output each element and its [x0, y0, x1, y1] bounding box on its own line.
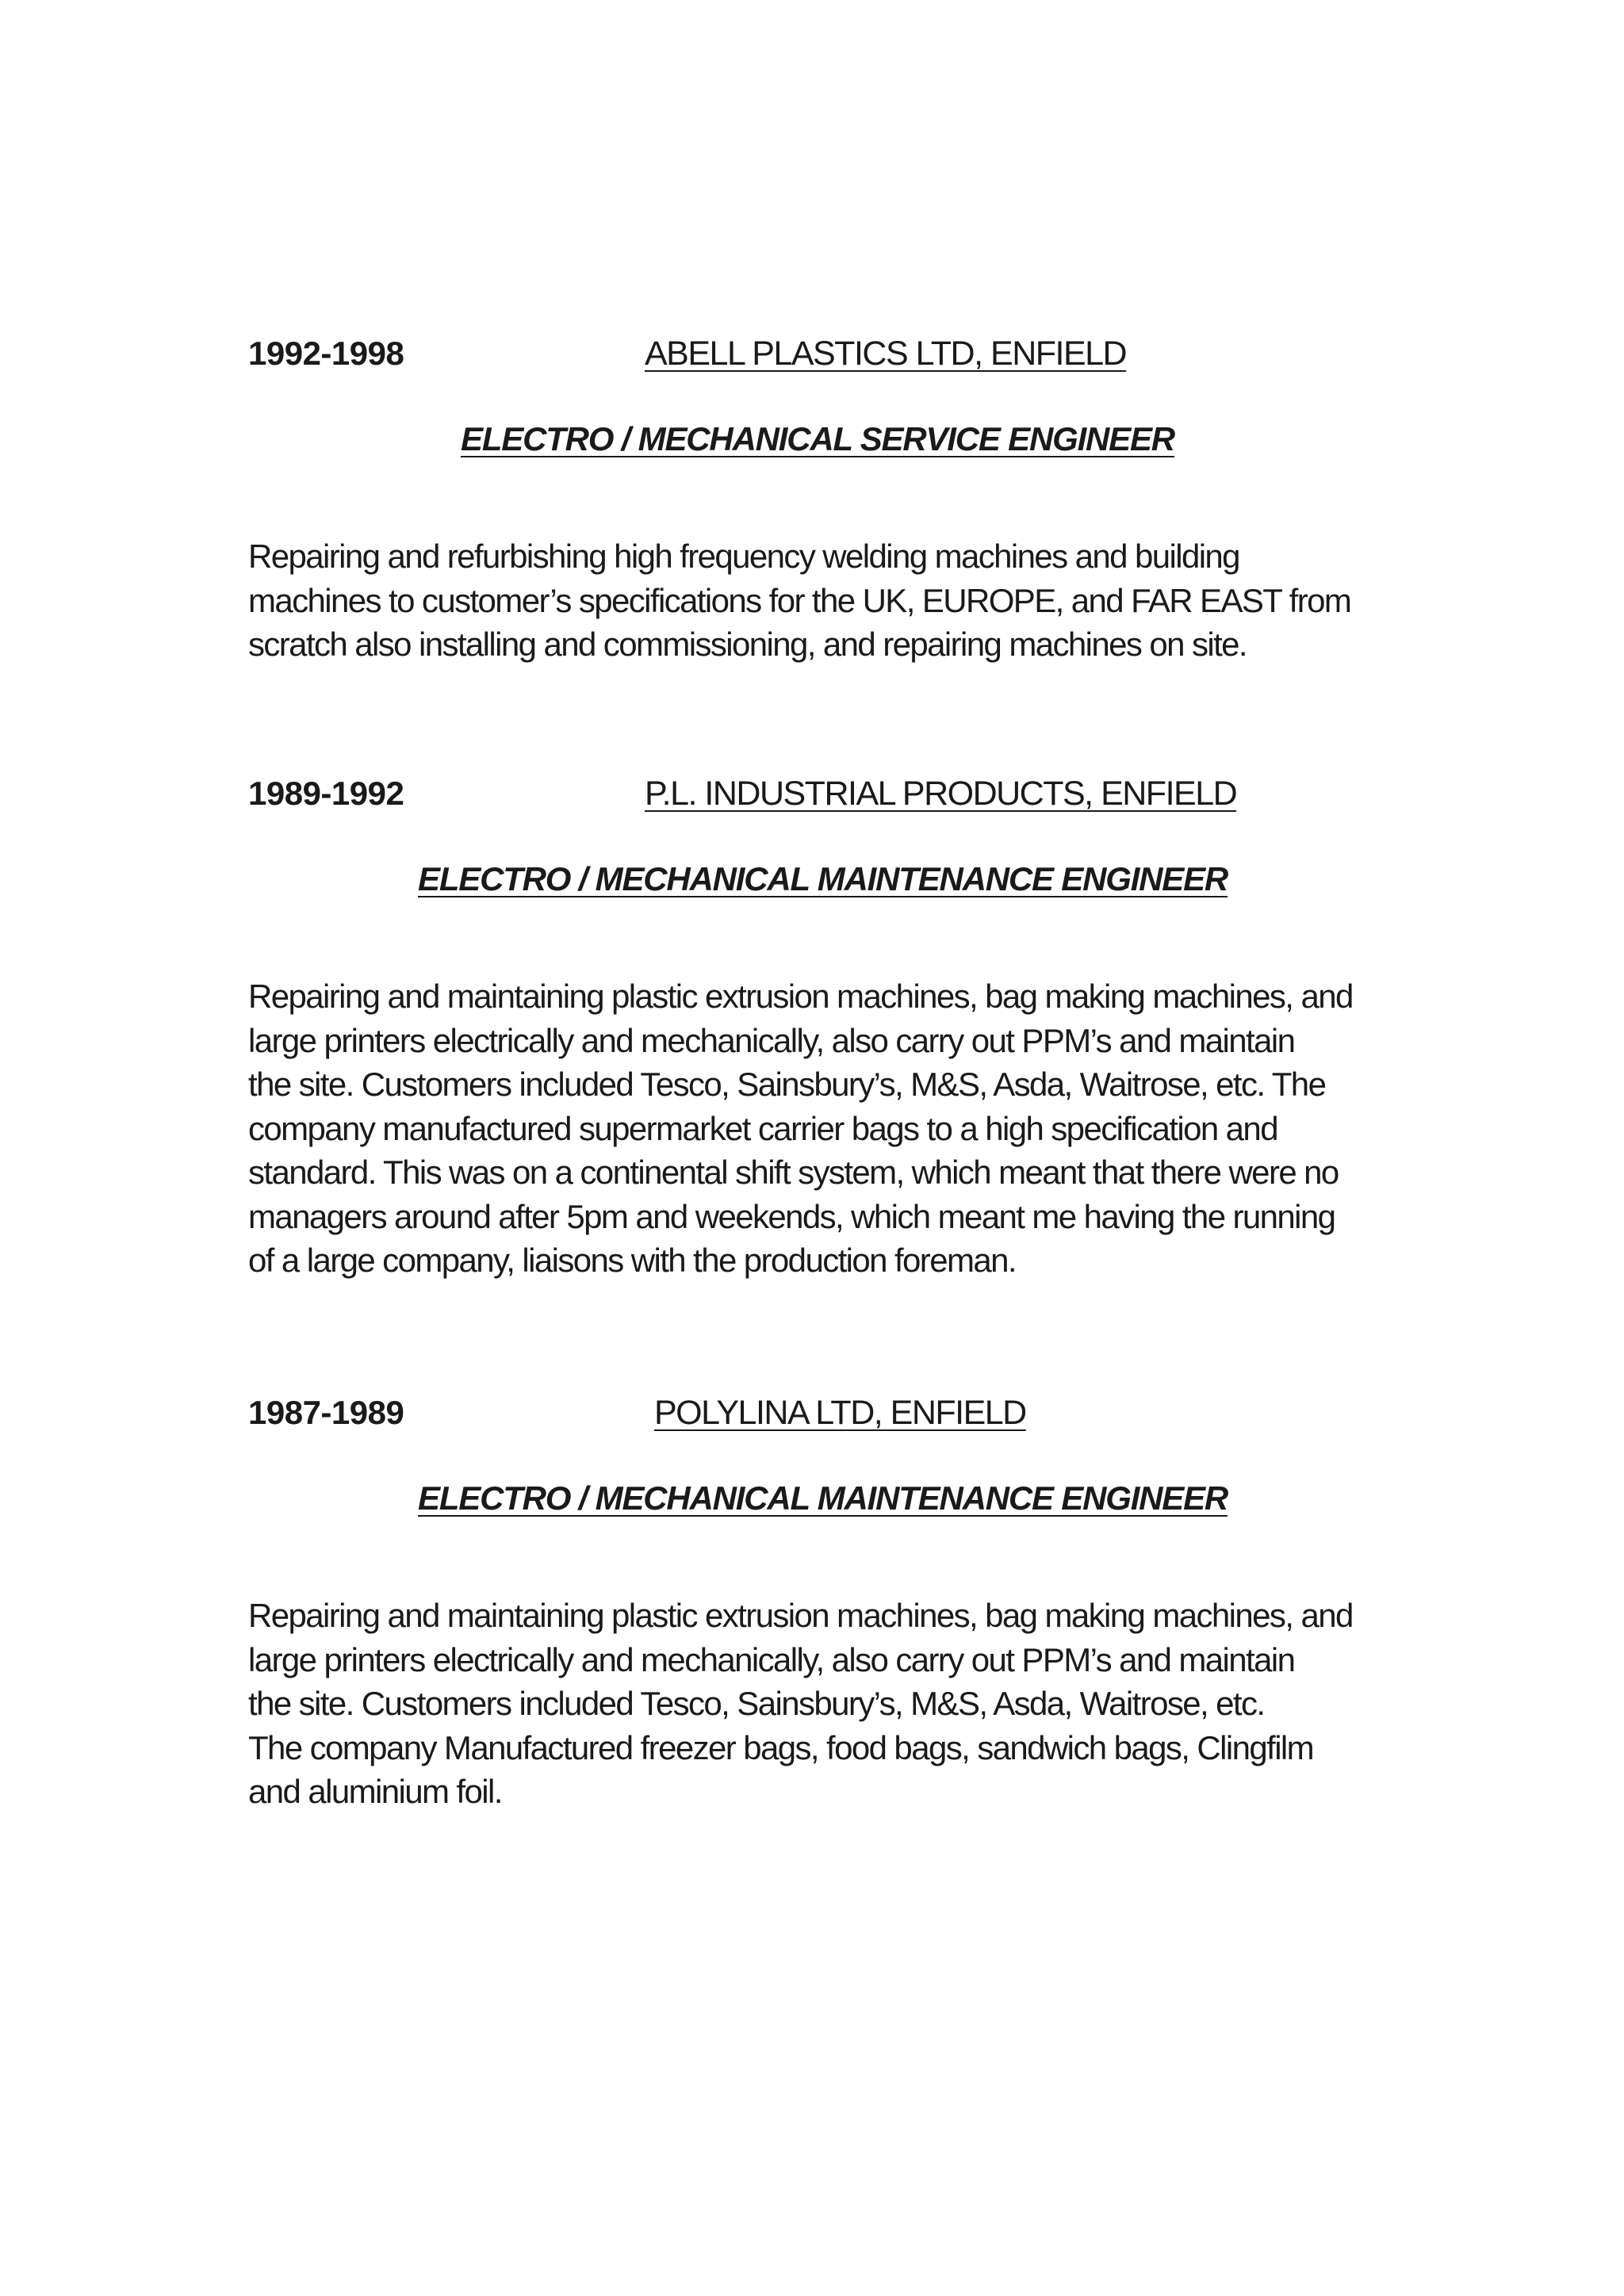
company-name: ABELL PLASTICS LTD, ENFIELD	[645, 335, 1127, 373]
entry-header	[248, 765, 1398, 822]
employment-entry	[248, 1384, 1398, 1810]
job-title: ELECTRO / MECHANICAL MAINTENANCE ENGINEER	[418, 1479, 1228, 1517]
entry-header	[248, 1384, 1398, 1441]
employment-years: 1989-1992	[248, 775, 404, 812]
job-title: ELECTRO / MECHANICAL MAINTENANCE ENGINEER	[418, 860, 1228, 897]
company-name: P.L. INDUSTRIAL PRODUCTS, ENFIELD	[645, 775, 1237, 813]
job-description: Repairing and refurbishing high frequency welding machines and building machines to customer’s specifications for the UK, EUROPE, and FAR EAST from scratch also installing and commissioning, and repairing machines on site.	[248, 538, 1351, 663]
job-title: ELECTRO / MECHANICAL SERVICE ENGINEER	[461, 420, 1174, 457]
company-name: POLYLINA LTD, ENFIELD	[654, 1394, 1026, 1432]
employment-entry	[248, 325, 1398, 663]
entry-header	[248, 325, 1398, 382]
employment-years: 1987-1989	[248, 1394, 404, 1431]
job-description: Repairing and maintaining plastic extrusion machines, bag making machines, and large printers electrically and mechanically, also carry out PPM’s and maintain the site. Customers included Tesco, Sainsbury’s, M&S, Asda, Waitrose, etc. The company manufactured supermarket carrier bags to a high specification and standard. This was on a continental shift system, which meant that there were no managers around after 5pm and weekends, which meant me having the running of a large company, liaisons with the production foreman.	[248, 978, 1353, 1279]
job-description: Repairing and maintaining plastic extrusion machines, bag making machines, and large printers electrically and mechanically, also carry out PPM’s and maintain the site. Customers included Tesco, Sainsbury’s, M&S, Asda, Waitrose, etc. The company Manufactured freezer bags, food bags, sandwich bags, Clingfilm and aluminium foil.	[248, 1597, 1353, 1810]
employment-years: 1992-1998	[248, 335, 404, 372]
employment-entry	[248, 765, 1398, 1279]
